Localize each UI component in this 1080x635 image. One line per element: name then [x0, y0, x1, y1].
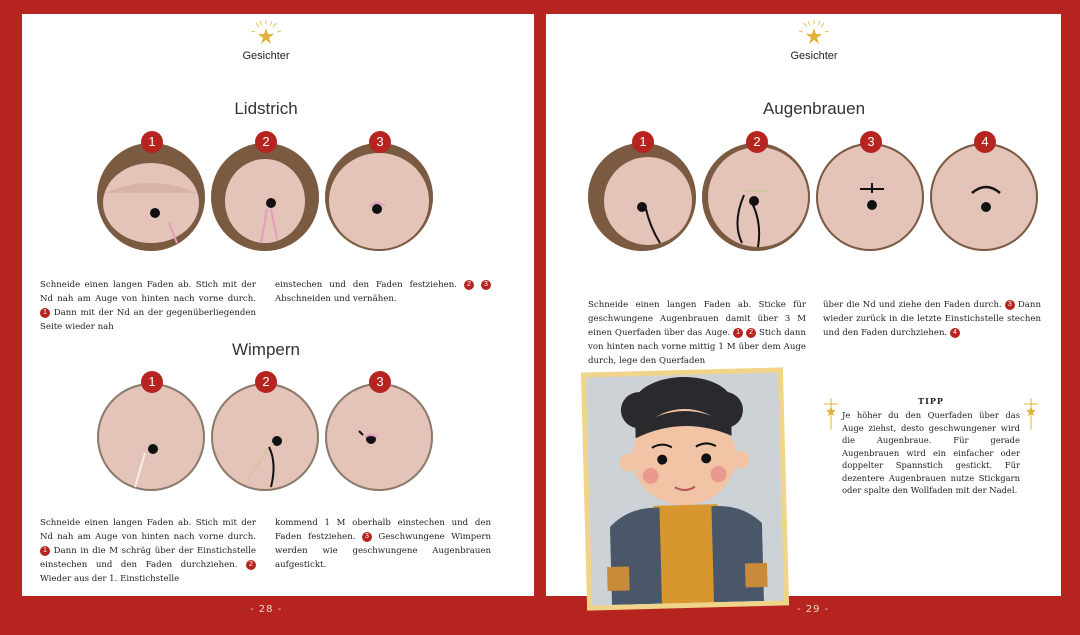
tip-text: Je höher du den Querfaden über das Auge ziehst, desto geschwungener wird die Augenbraue. Für gerade Augenbrauen wird ein einfacher oder doppelter Spannstich gestickt. Für dezentere Augenbrauen nutze Stickgarn oder spalte den Wollfaden mit der Nadel. — [842, 410, 1020, 495]
step-number-badge: 3 — [369, 131, 391, 153]
tip-title: TIPP — [918, 396, 944, 406]
header-badge-left — [236, 18, 296, 62]
inline-step-badge: 1 — [40, 546, 50, 556]
inline-step-badge: 3 — [1005, 300, 1015, 310]
instruction-text-wimpern-col2 — [275, 516, 491, 572]
step-number-badge: 4 — [974, 131, 996, 153]
text-segment: Dann mit der Nd an der gegenüberliegenden Seite wieder nah — [40, 308, 256, 332]
tip-box — [822, 396, 1040, 497]
text-segment: Schneide einen langen Faden ab. Stich mit der Nd nah am Auge von hinten nach vorne durch. — [40, 280, 256, 304]
step-number-badge: 1 — [141, 371, 163, 393]
inline-step-badge: 3 — [481, 280, 491, 290]
step-photo-lidstrich-1 — [97, 143, 205, 251]
step-photo-wimpern-1 — [97, 383, 205, 491]
step-number-badge: 2 — [255, 371, 277, 393]
text-segment: kommend 1 M oberhalb einstechen und den Faden festziehen. — [275, 518, 491, 542]
text-segment: Dann wieder zurück in die letzte Einstichstelle stechen und den Faden durchziehen. — [823, 300, 1042, 338]
step-photo-augenbrauen-1 — [588, 143, 696, 251]
step-photo-lidstrich-3 — [325, 143, 433, 251]
page-number-right: - 29 - — [797, 604, 830, 615]
section-title-augenbrauen: Augenbrauen — [762, 99, 866, 118]
instruction-text-augenbrauen-col1 — [588, 298, 806, 368]
inline-step-badge: 3 — [362, 532, 372, 542]
text-segment: Schneide einen langen Faden ab. Stich mit der Nd nah am Auge von hinten nach vorne durch. — [40, 518, 256, 542]
step-number-badge: 3 — [860, 131, 882, 153]
instruction-text-augenbrauen-col2 — [823, 298, 1041, 340]
step-photo-augenbrauen-4 — [930, 143, 1038, 251]
ornament-icon — [1022, 396, 1040, 432]
step-photo-lidstrich-2 — [211, 143, 319, 251]
text-segment: Wieder aus der 1. Einstichstelle — [40, 574, 180, 584]
header-label: Gesichter — [242, 50, 290, 62]
inline-step-badge: 2 — [464, 280, 474, 290]
star-emblem-icon — [796, 18, 832, 48]
instruction-text-lidstrich-col2 — [275, 278, 491, 306]
step-number-badge: 1 — [632, 131, 654, 153]
step-number-badge: 1 — [141, 131, 163, 153]
step-number-badge: 2 — [746, 131, 768, 153]
inline-step-badge: 2 — [746, 328, 756, 338]
instruction-text-lidstrich-col1 — [40, 278, 256, 334]
step-photo-augenbrauen-2 — [702, 143, 810, 251]
text-segment: Stich dann von hinten nach vorne mittig 1 M über dem Auge durch, lege den Querfaden — [588, 328, 806, 366]
inline-step-badge: 4 — [950, 328, 960, 338]
text-segment: Geschwungene Wimpern werden wie geschwungene Augenbrauen aufgestickt. — [275, 532, 492, 570]
section-title-lidstrich: Lidstrich — [234, 99, 298, 118]
text-segment: Schneide einen langen Faden ab. Sticke für geschwungene Augenbrauen damit über 3 M einen Querfaden über das Auge. — [588, 300, 806, 338]
inline-step-badge: 2 — [246, 560, 256, 570]
step-photo-wimpern-2 — [211, 383, 319, 491]
section-title-wimpern: Wimpern — [231, 340, 300, 359]
text-segment: Dann in die M schräg über der Einstichstelle einstechen und den Faden durchziehen. — [40, 546, 257, 570]
doll-photo — [581, 367, 789, 610]
instruction-text-wimpern-col1 — [40, 516, 256, 586]
text-segment: einstechen und den Faden festziehen. — [275, 280, 457, 290]
text-segment: Abschneiden und vernähen. — [275, 294, 397, 304]
text-segment: über die Nd und ziehe den Faden durch. — [823, 300, 1002, 310]
inline-step-badge: 1 — [40, 308, 50, 318]
inline-step-badge: 1 — [733, 328, 743, 338]
ornament-icon — [822, 396, 840, 432]
step-photo-augenbrauen-3 — [816, 143, 924, 251]
step-number-badge: 3 — [369, 371, 391, 393]
step-number-badge: 2 — [255, 131, 277, 153]
header-badge-right — [784, 18, 844, 62]
step-photo-wimpern-3 — [325, 383, 433, 491]
star-emblem-icon — [248, 18, 284, 48]
header-label: Gesichter — [790, 50, 838, 62]
crochet-doll-illustration — [586, 373, 784, 606]
page-number-left: - 28 - — [250, 604, 283, 615]
